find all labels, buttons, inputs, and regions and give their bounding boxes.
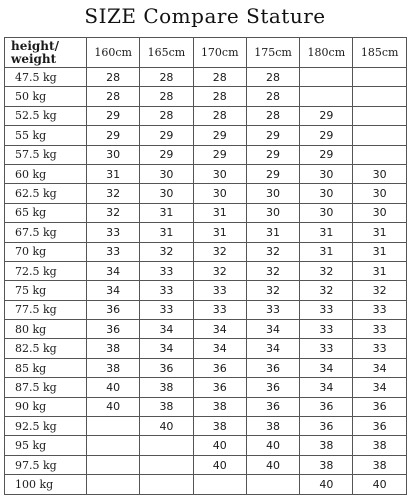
size-cell: 33 — [193, 281, 246, 300]
size-cell: 32 — [300, 261, 353, 280]
size-cell: 28 — [140, 87, 193, 106]
size-cell: 38 — [193, 417, 246, 436]
height-header: 185cm — [353, 38, 406, 68]
size-cell: 38 — [246, 417, 299, 436]
size-cell: 29 — [246, 164, 299, 183]
page-title: SIZE Compare Stature — [84, 4, 326, 28]
size-cell: 31 — [300, 242, 353, 261]
size-cell: 30 — [193, 164, 246, 183]
size-cell: 38 — [140, 397, 193, 416]
size-cell: 36 — [193, 358, 246, 377]
size-cell: 33 — [140, 281, 193, 300]
size-cell: 34 — [193, 320, 246, 339]
size-cell: 28 — [246, 87, 299, 106]
size-cell: 34 — [300, 378, 353, 397]
size-cell: 32 — [87, 203, 140, 222]
weight-cell: 80 kg — [5, 320, 87, 339]
table-row — [5, 106, 407, 125]
height-header: 175cm — [246, 38, 299, 68]
height-header: 180cm — [300, 38, 353, 68]
size-cell: 29 — [300, 145, 353, 164]
size-cell: 30 — [246, 184, 299, 203]
table-row — [5, 455, 407, 474]
size-cell — [300, 68, 353, 87]
size-cell: 29 — [87, 126, 140, 145]
size-cell: 28 — [140, 106, 193, 125]
size-cell: 30 — [300, 164, 353, 183]
size-cell — [87, 475, 140, 494]
size-cell: 32 — [353, 281, 406, 300]
size-cell: 30 — [193, 184, 246, 203]
weight-cell: 85 kg — [5, 358, 87, 377]
size-cell: 34 — [246, 320, 299, 339]
size-cell: 28 — [140, 68, 193, 87]
size-cell: 34 — [353, 358, 406, 377]
size-cell: 38 — [353, 436, 406, 455]
size-cell: 34 — [193, 339, 246, 358]
table-row — [5, 417, 407, 436]
weight-cell: 97.5 kg — [5, 455, 87, 474]
size-cell: 36 — [87, 320, 140, 339]
size-cell: 31 — [140, 203, 193, 222]
weight-cell: 52.5 kg — [5, 106, 87, 125]
size-cell: 30 — [87, 145, 140, 164]
size-cell: 38 — [140, 378, 193, 397]
size-cell: 34 — [87, 261, 140, 280]
size-cell: 30 — [353, 184, 406, 203]
weight-cell: 60 kg — [5, 164, 87, 183]
size-cell: 34 — [140, 320, 193, 339]
weight-cell: 55 kg — [5, 126, 87, 145]
size-cell: 31 — [87, 164, 140, 183]
size-cell: 33 — [140, 261, 193, 280]
table-row — [5, 164, 407, 183]
size-cell — [246, 475, 299, 494]
size-cell: 33 — [300, 339, 353, 358]
size-cell: 38 — [193, 397, 246, 416]
size-cell: 36 — [353, 417, 406, 436]
weight-cell: 75 kg — [5, 281, 87, 300]
weight-cell: 47.5 kg — [5, 68, 87, 87]
size-cell: 28 — [246, 68, 299, 87]
size-cell: 29 — [300, 126, 353, 145]
height-header: 160cm — [87, 38, 140, 68]
size-table — [4, 37, 407, 495]
size-cell: 32 — [193, 261, 246, 280]
size-cell: 32 — [193, 242, 246, 261]
size-cell: 30 — [246, 203, 299, 222]
table-row — [5, 339, 407, 358]
weight-cell: 77.5 kg — [5, 300, 87, 319]
size-cell: 29 — [193, 126, 246, 145]
table-row — [5, 436, 407, 455]
size-cell: 36 — [300, 397, 353, 416]
size-cell: 34 — [246, 339, 299, 358]
size-cell: 31 — [140, 223, 193, 242]
table-row — [5, 358, 407, 377]
size-cell: 36 — [246, 378, 299, 397]
size-cell: 38 — [87, 358, 140, 377]
size-cell: 30 — [300, 203, 353, 222]
table-row — [5, 87, 407, 106]
size-cell: 33 — [300, 320, 353, 339]
size-cell: 33 — [193, 300, 246, 319]
size-cell: 32 — [300, 281, 353, 300]
size-cell: 32 — [246, 281, 299, 300]
size-cell: 28 — [246, 106, 299, 125]
size-cell — [140, 436, 193, 455]
size-cell: 31 — [353, 223, 406, 242]
table-row — [5, 281, 407, 300]
size-cell — [87, 417, 140, 436]
size-cell: 33 — [353, 300, 406, 319]
size-cell: 29 — [87, 106, 140, 125]
size-cell: 36 — [353, 397, 406, 416]
weight-cell: 100 kg — [5, 475, 87, 494]
size-cell: 34 — [353, 378, 406, 397]
table-row — [5, 300, 407, 319]
size-cell: 40 — [246, 455, 299, 474]
size-cell: 33 — [87, 242, 140, 261]
size-cell: 29 — [246, 145, 299, 164]
size-cell — [353, 145, 406, 164]
size-cell — [140, 455, 193, 474]
weight-cell: 92.5 kg — [5, 417, 87, 436]
size-cell: 29 — [140, 126, 193, 145]
size-cell: 36 — [87, 300, 140, 319]
size-cell: 31 — [353, 242, 406, 261]
size-cell: 31 — [353, 261, 406, 280]
corner-header: height/ weight — [5, 38, 87, 68]
size-cell — [87, 455, 140, 474]
size-cell — [353, 106, 406, 125]
size-cell: 40 — [193, 455, 246, 474]
weight-cell: 90 kg — [5, 397, 87, 416]
weight-cell: 95 kg — [5, 436, 87, 455]
size-cell: 31 — [193, 203, 246, 222]
size-cell: 36 — [246, 358, 299, 377]
table-row — [5, 475, 407, 494]
size-cell: 36 — [140, 358, 193, 377]
size-cell: 38 — [300, 436, 353, 455]
weight-cell: 82.5 kg — [5, 339, 87, 358]
size-cell — [140, 475, 193, 494]
weight-cell: 67.5 kg — [5, 223, 87, 242]
table-row — [5, 126, 407, 145]
size-cell — [353, 126, 406, 145]
size-cell: 30 — [353, 164, 406, 183]
size-cell: 28 — [87, 87, 140, 106]
size-cell — [353, 87, 406, 106]
size-cell: 33 — [353, 339, 406, 358]
size-cell: 28 — [87, 68, 140, 87]
weight-cell: 72.5 kg — [5, 261, 87, 280]
table-row — [5, 184, 407, 203]
size-cell: 38 — [353, 455, 406, 474]
table-row — [5, 320, 407, 339]
size-cell: 38 — [300, 455, 353, 474]
size-cell: 32 — [87, 184, 140, 203]
weight-cell: 62.5 kg — [5, 184, 87, 203]
size-cell: 30 — [353, 203, 406, 222]
size-cell: 36 — [246, 397, 299, 416]
table-row — [5, 68, 407, 87]
size-cell: 40 — [300, 475, 353, 494]
weight-cell: 65 kg — [5, 203, 87, 222]
size-cell: 33 — [87, 223, 140, 242]
weight-cell: 87.5 kg — [5, 378, 87, 397]
size-cell: 30 — [300, 184, 353, 203]
size-cell: 32 — [140, 242, 193, 261]
size-cell: 29 — [246, 126, 299, 145]
size-cell: 34 — [300, 358, 353, 377]
size-cell: 31 — [193, 223, 246, 242]
size-cell: 40 — [87, 378, 140, 397]
size-cell: 29 — [300, 106, 353, 125]
height-header: 165cm — [140, 38, 193, 68]
size-cell: 36 — [193, 378, 246, 397]
size-cell: 29 — [193, 145, 246, 164]
height-header: 170cm — [193, 38, 246, 68]
size-cell: 38 — [87, 339, 140, 358]
size-cell: 33 — [140, 300, 193, 319]
table-body — [5, 68, 407, 495]
table-row — [5, 145, 407, 164]
size-cell: 32 — [246, 242, 299, 261]
size-cell: 34 — [140, 339, 193, 358]
size-cell: 33 — [246, 300, 299, 319]
size-cell — [87, 436, 140, 455]
size-cell — [353, 68, 406, 87]
table-row — [5, 242, 407, 261]
size-cell: 40 — [246, 436, 299, 455]
size-cell: 28 — [193, 87, 246, 106]
size-cell: 34 — [87, 281, 140, 300]
size-cell: 33 — [353, 320, 406, 339]
table-row — [5, 261, 407, 280]
size-cell: 28 — [193, 106, 246, 125]
weight-cell: 57.5 kg — [5, 145, 87, 164]
table-row — [5, 378, 407, 397]
table-row — [5, 223, 407, 242]
weight-cell: 70 kg — [5, 242, 87, 261]
size-cell: 40 — [87, 397, 140, 416]
table-row — [5, 397, 407, 416]
size-cell: 36 — [300, 417, 353, 436]
size-cell — [300, 87, 353, 106]
size-cell: 32 — [246, 261, 299, 280]
weight-cell: 50 kg — [5, 87, 87, 106]
size-cell: 40 — [353, 475, 406, 494]
size-cell: 29 — [140, 145, 193, 164]
size-cell: 33 — [300, 300, 353, 319]
table-row — [5, 203, 407, 222]
size-cell: 31 — [300, 223, 353, 242]
size-cell: 31 — [246, 223, 299, 242]
size-cell: 40 — [140, 417, 193, 436]
size-cell: 30 — [140, 164, 193, 183]
header-row — [5, 38, 407, 68]
size-cell: 30 — [140, 184, 193, 203]
size-cell: 28 — [193, 68, 246, 87]
size-cell: 40 — [193, 436, 246, 455]
size-cell — [193, 475, 246, 494]
